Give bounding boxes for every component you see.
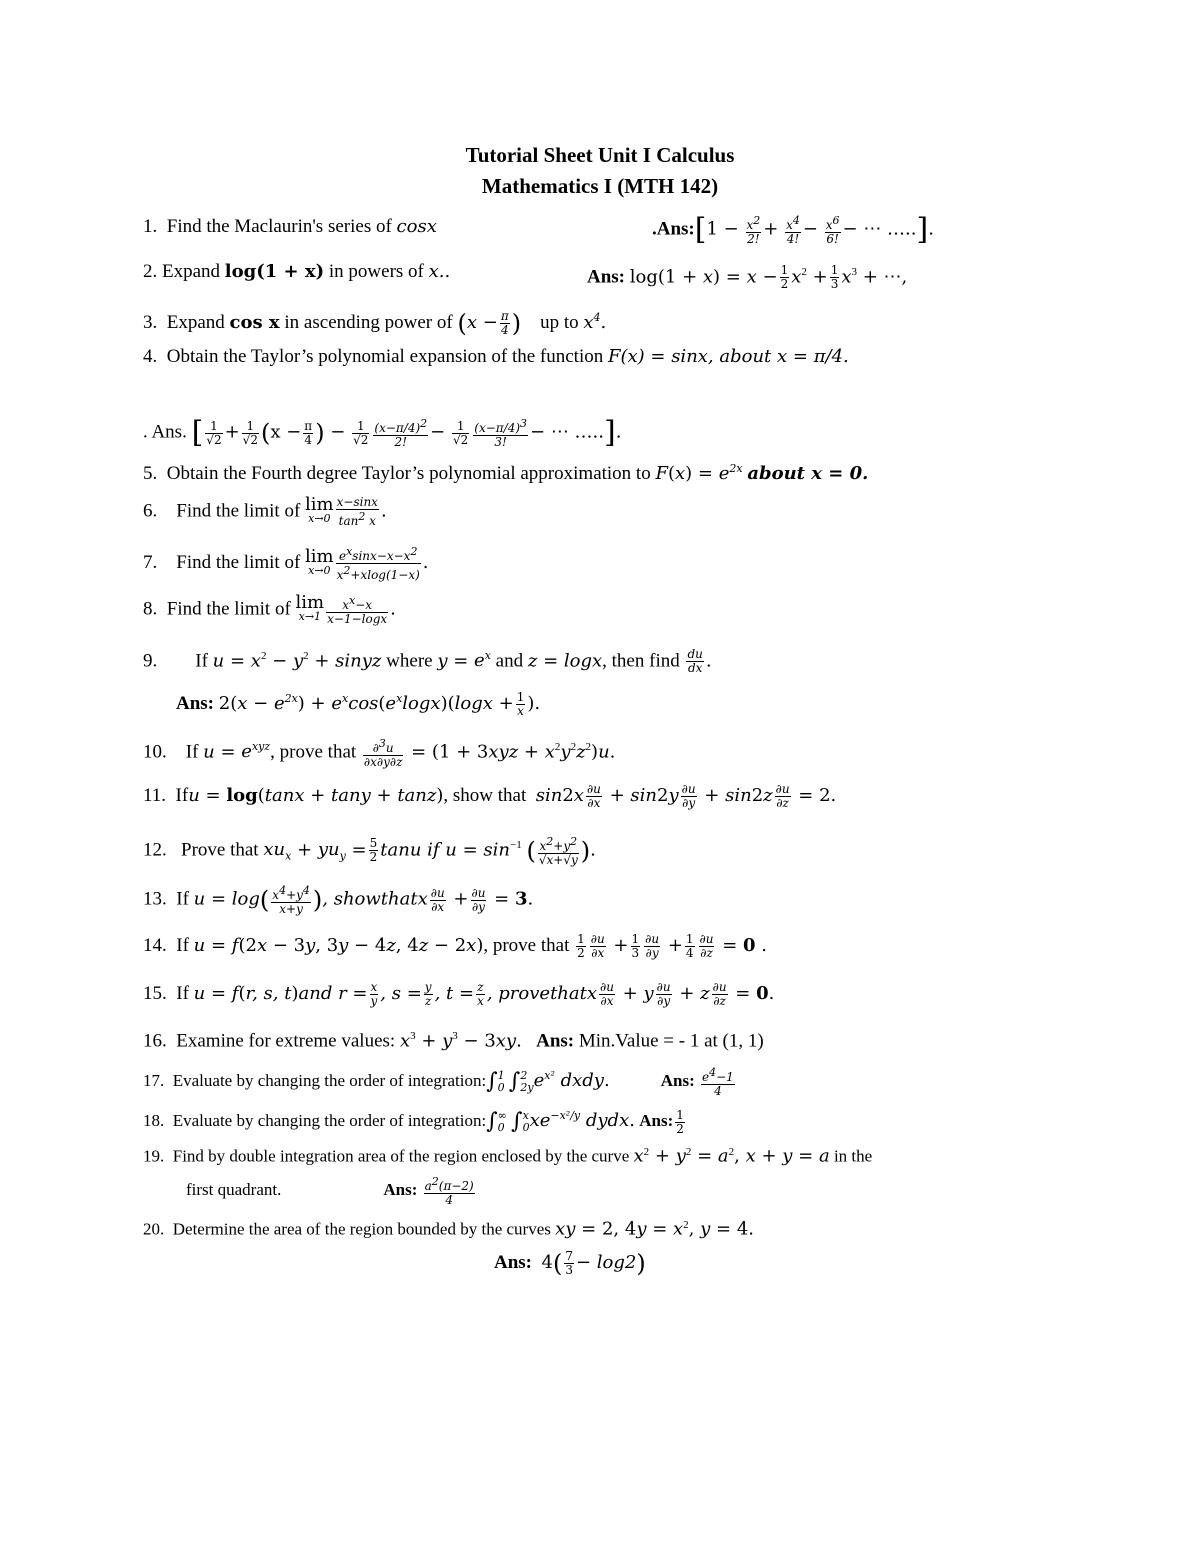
question-2: 2. Expand log(1 + x) in powers of x.. — [143, 261, 451, 282]
answer-20: Ans: 4( $\frac{7}{3}$ − log2) — [494, 1249, 646, 1278]
question-9: 9. If $u = x^2 - y^2$ + sinyz where $y = e^x$ and z = logx, then find $\frac{du}{dx}$ . — [143, 647, 712, 676]
answer-text: Min.Value = - 1 at (1, 1) — [578, 1030, 764, 1052]
question-number: 14. — [143, 935, 167, 956]
question-16: 16. Examine for extreme values: $x^3 + y^3 - 3xy$. Ans: Min.Value = - 1 at (1, 1) — [143, 1030, 764, 1052]
question-number: 8. — [143, 598, 158, 620]
question-8: 8. Find the limit of lim x→1 $\frac{x^x-x}{x-1-\log x}$ . — [143, 592, 396, 626]
question-1 — [143, 214, 437, 240]
question-14: 14. If u = f(2x − 3y, 3y − 4z, 4z − 2x), prove that $\frac{1}{2}$ $\frac{\partial u}{\partial x}$ + $\frac{1}{3}$ $\frac{\partial u}{\partial y}$ + $\frac{1}{4}$ $\frac{\partial u}{\partial z}$ = 0 . — [143, 932, 767, 961]
question-number: 19. — [143, 1146, 165, 1166]
log-expression: log(1 + x) — [224, 261, 325, 282]
question-number: 2. — [143, 261, 158, 282]
question-number: 11. — [143, 785, 167, 806]
answer-label: Ans: — [383, 1179, 418, 1199]
question-17: 17. Evaluate by changing the order of integration:∫ 1 0 ∫ 2 2y $e^{x^2}$ dxdy. Ans: $\frac{e^4-1}{4}$ — [143, 1066, 734, 1099]
question-number: 15. — [143, 983, 167, 1004]
function-expression: F(x) = sinx, about x = π/4. — [607, 346, 849, 367]
question-number: 20. — [143, 1219, 165, 1239]
question-15: 15. If u = f(r, s, t)and r = $\frac{x}{y}$ , s = $\frac{y}{z}$ , t = $\frac{z}{x}$ , provethatx $\frac{\partial u}{\partial x}$ + y $\frac{\partial u}{\partial y}$ + z $\frac{\partial u}{\partial z}$ = 0. — [143, 980, 775, 1009]
question-number: 5. — [143, 463, 158, 484]
question-number: 18. — [143, 1111, 165, 1130]
answer-label: Ans: — [494, 1252, 533, 1273]
answer-label: .Ans: — [652, 218, 695, 240]
question-19-cont: first quadrant. Ans: $\frac{a^2(\pi-2)}{4}$ — [186, 1175, 474, 1207]
answer-label: Ans: — [587, 266, 626, 288]
question-3: 3. Expand cos x in ascending power of (x − $\frac{\pi}{4}$ ) up to $x^4$. — [143, 309, 607, 338]
question-12: 12. Prove that $xu_x + yu_y$ = $\frac{5}{2}$ tanu if $u = \sin^{-1}$ ( $\frac{x^2+y^2}{√x+√y}$ ). — [143, 834, 596, 867]
question-5: 5. Obtain the Fourth degree Taylor’s polynomial approximation to $F(x) = e^{2x}$ about x = 0. — [143, 462, 869, 484]
answer-label: Ans: — [660, 1071, 695, 1090]
answer-1: .Ans:[1 − $\frac{x^2}{2!}$ + $\frac{x^4}{4!}$ − $\frac{x^6}{6!}$ − ⋯ …..]. — [652, 212, 934, 247]
question-6: 6. Find the limit of lim x→0 $\frac{x-\sin x}{\tan^2 x}$ . — [143, 494, 387, 528]
answer-9: Ans: $2(x - e^{2x}) + e^x\cos(e^x\log x)(\log x$ + $\frac{1}{x}$ ). — [176, 690, 541, 719]
answer-label: Ans: — [176, 693, 215, 714]
sheet-title: Tutorial Sheet Unit I Calculus — [465, 143, 735, 167]
question-number: 7. — [143, 551, 158, 573]
question-number: 12. — [143, 839, 167, 861]
question-11: 11. Ifu = log(tanx + tany + tanz), show that sin2x $\frac{\partial u}{\partial x}$ + sin2y $\frac{\partial u}{\partial y}$ + sin2z $\frac{\partial u}{\partial z}$ = 2. — [143, 782, 837, 811]
answer-4: . Ans. [ $\frac{1}{√2}$ + $\frac{1}{√2}$ (x − $\frac{\pi}{4}$ ) − $\frac{1}{√2}$ $\frac{(x-\pi/4)^2}{2!}$ − $\frac{1}{√2}$ $\frac{(x-\pi/4)^3}{3!}$ − ⋯ …..]. — [143, 415, 622, 450]
answer-2: Ans: log(1 + x) = x − $\frac{1}{2}$ $x^2$ + $\frac{1}{3}$ $x^3$ + ⋯, — [587, 263, 908, 292]
question-number: 9. — [143, 650, 158, 672]
question-number: 3. — [143, 312, 158, 333]
question-number: 4. — [143, 346, 158, 367]
question-number: 16. — [143, 1030, 167, 1052]
question-10: 10. If $u = e^{xyz}$, prove that $\frac{\partial^3u}{\partial x\partial y\partial z}$ = $(1 + 3xyz + x^2y^2z^2)u$. — [143, 736, 616, 769]
question-number: 17. — [143, 1071, 165, 1090]
question-20: 20. Determine the area of the region bounded by the curves xy = 2, $4y = x^2$, y = 4. — [143, 1218, 754, 1240]
question-number: 13. — [143, 888, 167, 910]
question-13: 13. If u = log( $\frac{x^4+y^4}{x+y}$ ), showthatx $\frac{\partial u}{\partial x}$ + $\frac{\partial u}{\partial y}$ = 3. — [143, 884, 534, 916]
course-title: Mathematics I (MTH 142) — [481, 174, 719, 198]
question-number: 6. — [143, 500, 158, 522]
answer-label: Ans: — [639, 1111, 674, 1130]
answer-label: . Ans. — [143, 421, 187, 443]
answer-label: Ans: — [536, 1030, 575, 1052]
question-number: 10. — [143, 741, 167, 763]
question-7: 7. Find the limit of lim x→0 $\frac{e^x\sin x-x-x^2}{x^2+xlog(1-x)}$ . — [143, 545, 429, 582]
question-text: Find the Maclaurin's series of — [166, 216, 392, 237]
question-19: 19. Find by double integration area of the region enclosed by the curve $x^2 + y^2 = a^2$, x + y = a in the — [143, 1145, 873, 1167]
function-expression: cosx — [396, 216, 437, 237]
question-18: 18. Evaluate by changing the order of integration:∫ ∞ 0 ∫ x 0 $xe^{-x^2/y}$ dydx. Ans: $\frac{1}{2}$ — [143, 1107, 684, 1136]
question-number: 1. — [143, 216, 158, 237]
question-4: 4. Obtain the Taylor’s polynomial expansion of the function F(x) = sinx, about x = π/4. — [143, 346, 849, 367]
